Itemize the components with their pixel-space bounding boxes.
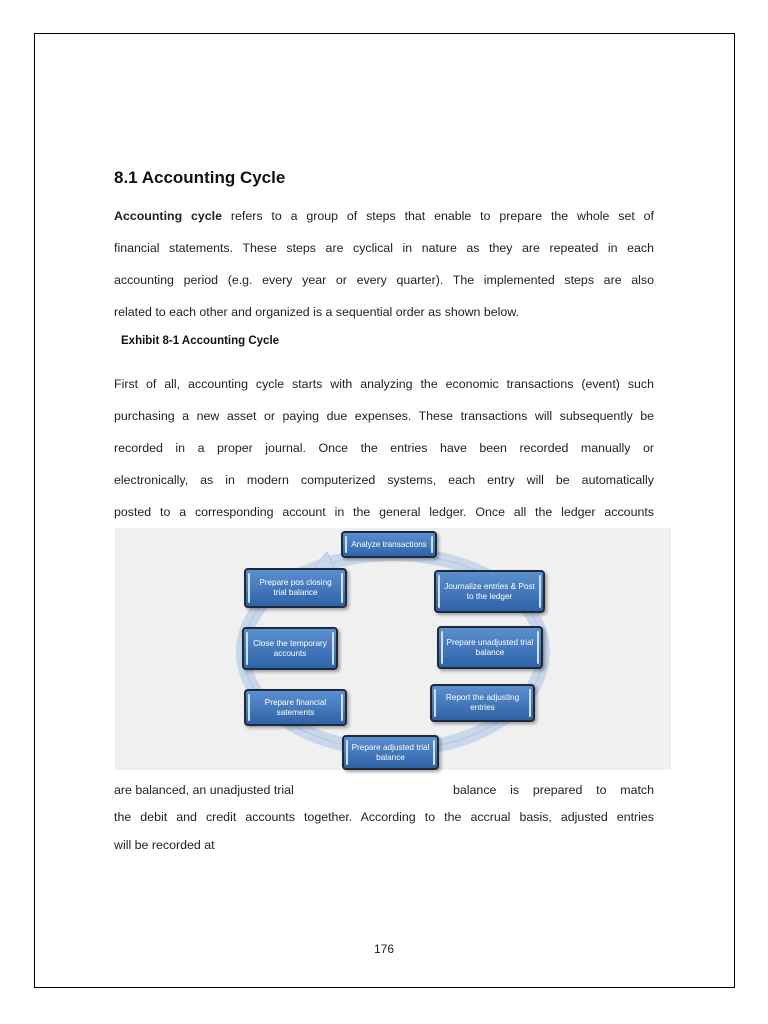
intro-paragraph [114,206,654,334]
step-adjusted-trial-balance: Prepare adjusted trial balance [342,735,439,770]
step-financial-statements: Prepare financial satements [244,689,347,726]
paragraph-line: recorded in a proper journal. Once the entries have been recorded manually or [114,441,654,455]
page-number: 176 [373,942,395,956]
step-journalize-post: Journalize entries & Post to the ledger [434,570,545,613]
accounting-cycle-diagram [115,528,671,770]
paragraph-line-fragment: balance is prepared to match [453,783,654,797]
bold-term: Accounting cycle [114,209,223,223]
step-analyze-transactions: Analyze transactions [341,531,437,558]
paragraph-line: First of all, accounting cycle starts with analyzing the economic transactions (event) such [114,377,654,391]
exhibit-caption: Exhibit 8-1 Accounting Cycle [121,335,280,347]
body-paragraph [114,374,654,534]
cycle-ring [115,528,671,770]
paragraph-line: electronically, as in modern computerized systems, each entry will be automatically [114,473,654,487]
section-heading: 8.1 Accounting Cycle [114,168,286,187]
paragraph-line: the debit and credit accounts together. According to the accrual basis, adjusted entries [114,810,654,824]
paragraph-line: Accounting cycle refers to a group of steps that enable to prepare the whole set of [114,209,654,223]
paragraph-line-fragment: are balanced, an unadjusted trial [114,783,294,797]
paragraph-line: accounting period (e.g. every year or every quarter). The implemented steps are also [114,273,654,287]
step-post-closing-trial-balance: Prepare pos closing trial balance [244,568,347,608]
step-adjusting-entries: Report the adjusting entries [430,684,535,722]
paragraph-line: posted to a corresponding account in the general ledger. Once all the ledger accounts [114,505,654,519]
paragraph-line: purchasing a new asset or paying due expenses. These transactions will subsequently be [114,409,654,423]
step-close-temporary-accounts: Close the temporary accounts [242,627,338,670]
paragraph-line: related to each other and organized is a sequential order as shown below. [114,305,520,319]
step-unadjusted-trial-balance: Prepare unadjusted trial balance [437,626,543,669]
paragraph-line: financial statements. These steps are cyclical in nature as they are repeated in each [114,241,654,255]
paragraph-line: will be recorded at [114,838,215,852]
